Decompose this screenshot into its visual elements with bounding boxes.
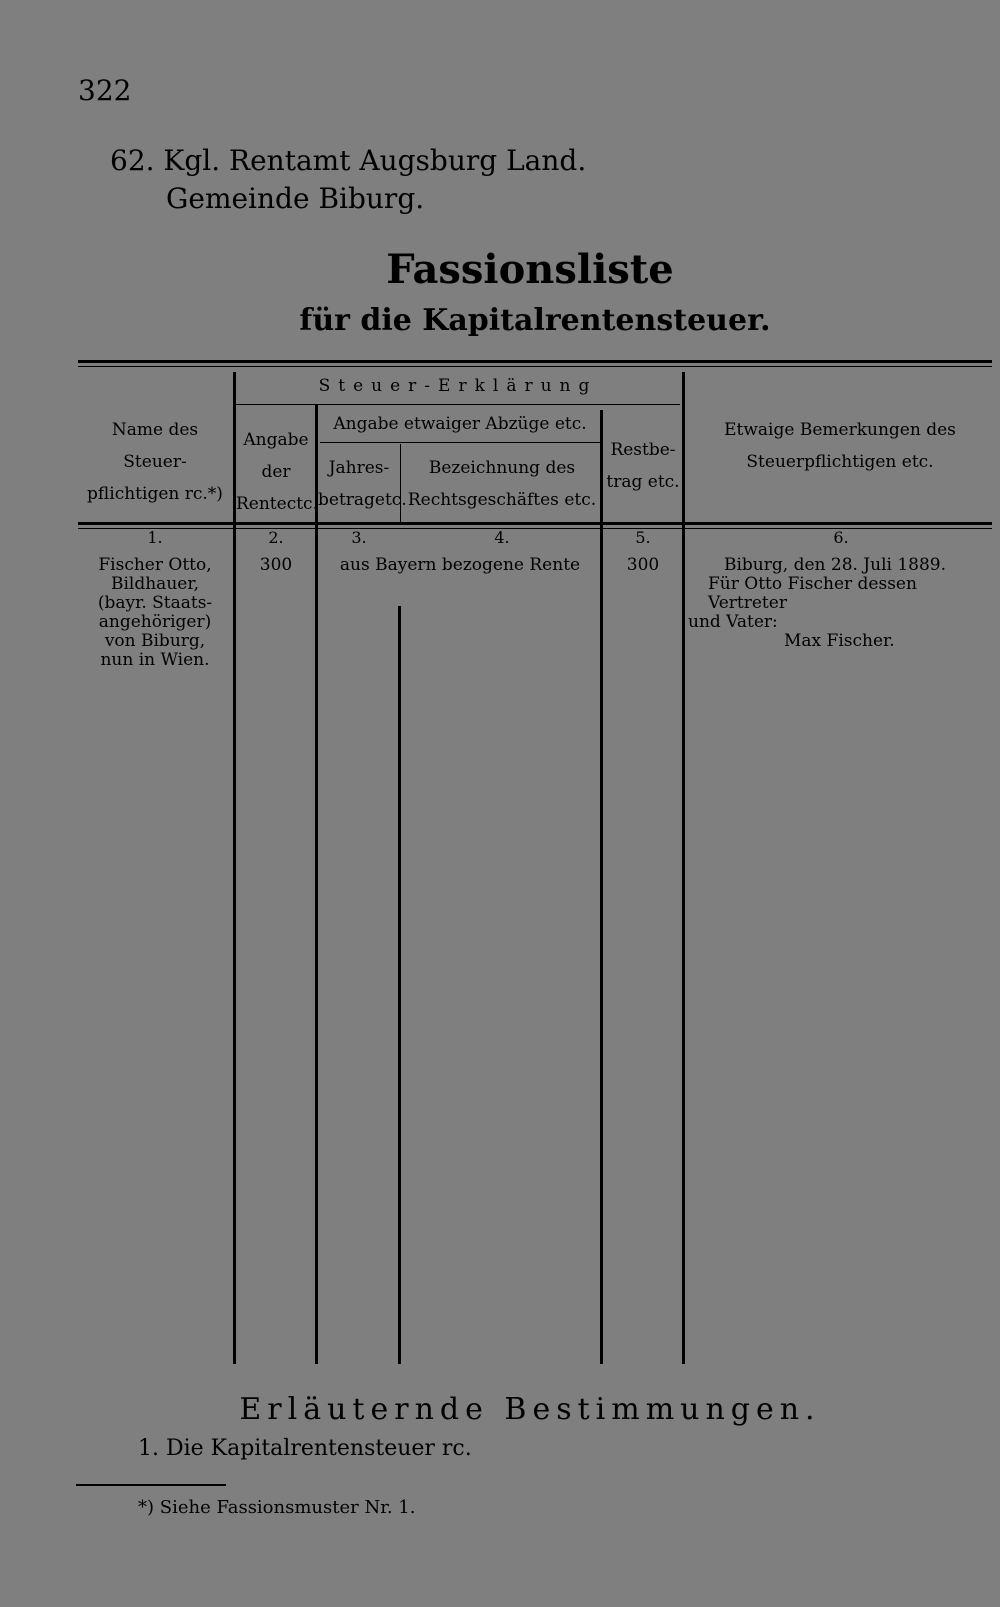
heading-municipality: Gemeinde Biburg. bbox=[166, 182, 425, 215]
footnote-rule bbox=[76, 1484, 226, 1486]
subgroup-header-rule bbox=[320, 442, 600, 443]
document-subtitle: für die Kapitalrentensteuer. bbox=[299, 303, 771, 338]
taxpayer-name-line: Bildhauer, bbox=[110, 574, 199, 594]
taxpayer-name-line: Fischer Otto, bbox=[98, 555, 212, 575]
remaining-amount: 300 bbox=[626, 555, 660, 575]
column-number-4: 4. bbox=[494, 528, 510, 547]
remarks-line: und Vater: bbox=[688, 612, 778, 632]
page-number: 322 bbox=[78, 74, 132, 107]
column-number-1: 1. bbox=[147, 528, 163, 547]
column-number-6: 6. bbox=[833, 528, 849, 547]
taxpayer-name-line: (bayr. Staats- bbox=[97, 593, 213, 613]
table-top-rule-inner bbox=[78, 366, 992, 367]
col-divider-3 bbox=[400, 444, 401, 524]
header-bezeichnung: Bezeichnung des Rechtsgeschäftes etc. bbox=[407, 458, 597, 510]
provision-item-1: 1. Die Kapitalrentensteuer rc. bbox=[138, 1436, 472, 1461]
taxpayer-name-line: angehöriger) bbox=[98, 612, 212, 632]
col-divider-2 bbox=[315, 404, 318, 1364]
rent-amount: 300 bbox=[259, 555, 293, 575]
header-name: Name des Steuer-pflichtigen rc.*) bbox=[87, 420, 223, 504]
document-title: Fassionsliste bbox=[386, 246, 674, 293]
column-number-2: 2. bbox=[268, 528, 284, 547]
column-number-5: 5. bbox=[635, 528, 651, 547]
remarks-line: Biburg, den 28. Juli 1889. bbox=[724, 555, 947, 575]
header-angabe: Angabe der Rentectc. bbox=[236, 430, 318, 514]
header-restbetrag: Restbe-trag etc. bbox=[606, 440, 680, 492]
col-divider-5 bbox=[682, 372, 685, 1364]
col-divider-1 bbox=[233, 372, 236, 1364]
col-divider-3-lower bbox=[398, 606, 401, 1364]
header-bemerkungen: Etwaige Bemerkungen des Steuerpflichtigen etc. bbox=[724, 420, 956, 472]
group-header-rule bbox=[236, 404, 680, 405]
table-top-rule bbox=[78, 360, 992, 363]
taxpayer-remarks bbox=[688, 556, 996, 651]
subgroup-header: Angabe etwaiger Abzüge etc. bbox=[333, 414, 587, 434]
taxpayer-name bbox=[80, 556, 230, 670]
explanatory-provisions-heading: Erläuternde Bestimmungen. bbox=[239, 1392, 821, 1427]
taxpayer-name-line: von Biburg, bbox=[104, 631, 206, 651]
header-jahresbetrag: Jahres-betragetc. bbox=[318, 458, 407, 510]
taxpayer-name-line: nun in Wien. bbox=[100, 650, 210, 670]
footnote: *) Siehe Fassionsmuster Nr. 1. bbox=[138, 1497, 416, 1518]
remarks-line: Max Fischer. bbox=[784, 631, 895, 651]
col-divider-4 bbox=[600, 410, 603, 1364]
transaction-description: aus Bayern bezogene Rente bbox=[339, 555, 581, 575]
column-number-3: 3. bbox=[351, 528, 367, 547]
header-bottom-rule bbox=[78, 522, 992, 525]
heading-office: 62. Kgl. Rentamt Augsburg Land. bbox=[110, 144, 587, 177]
remarks-line: Für Otto Fischer dessen Vertreter bbox=[708, 574, 917, 613]
group-header: Steuer-Erklärung bbox=[318, 376, 598, 396]
